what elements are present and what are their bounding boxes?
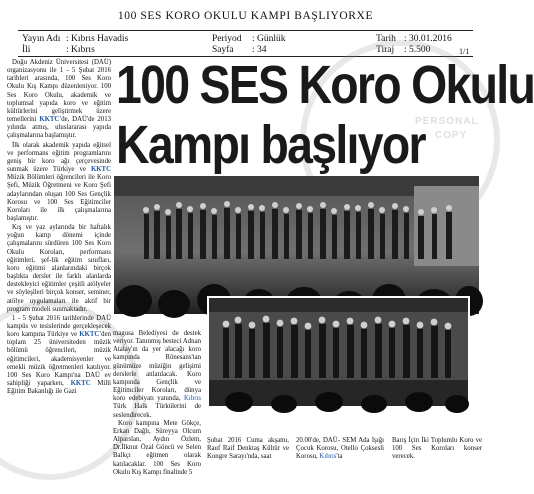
meta-publication-label: Yayın Adı [22,34,61,44]
kktc-highlight: KKTC [70,380,91,388]
article-text: İlk olarak akademik yapıda eğitsel ve performans eğitim programlarını geniş bir koro ağı çerçevesinde sunmak üzere Türkiye ve [7,141,111,174]
kibris-highlight: Kıbrıs [184,395,202,403]
choir-photo-inset-image [209,298,468,406]
meta-date-value: : 30.01.2016 [404,34,452,44]
article-column-middle [113,330,201,477]
article-text: Doğu Akdeniz Üniversitesi (DAÜ) organizasyonu ile 1 - 5 Şubat 2016 tarihleri arasında, 100 Ses Koro Okulu Kış Kampı düzenleniyor. 100 Ses Koro Okulu, akademik ve toplumsal yapıda koro ve eğitim kültürlerini geliştirmek üzere temellerini [7,59,111,124]
article-text: Şubat 2016 Cuma akşamı, Rauf Raif Denktaş Kültür ve Kongre Sarayı'nda, saat [207,437,289,461]
article-paragraph [7,59,111,141]
article-column-bottom-3 [392,437,482,461]
kktc-highlight: KKTC' [79,331,102,339]
choir-photo-main-image [114,176,479,314]
kktc-highlight: KKTC' [39,116,62,124]
article-text: Kış ve yaz aylarında bir haftalık yoğun kamp dönemi içinde çalışmalarını sürdüren 100 Ses Koro Okulu Koroları, performans eğitimleri, şef-lik eğitim sınıfları, koro eğitimi alanlarındaki birçok başlıkta dersler ile farklı alanlarda destekleyici eğitimler çeşitli atölyeler ve söyleşileri birçok konser, seminer, atölye uygulamaları ile aktif bir program modeli sunmaktadır. [7,224,111,313]
meta-period-label: Periyod [212,34,242,44]
article-text: Türk Halk Türkülerini de seslendirecek. [113,403,201,419]
meta-circulation-label: Tiraj [376,45,395,55]
headline-line-1: 100 SES Koro Okulu [116,55,534,115]
article-text: 1 - 5 Şubat 2016 tarihlerinde DAÜ kampüs ve tesislerinde gerçekleşecek koro kampına Türkiye ve [7,314,111,339]
meta-page-label: Sayfa [212,45,234,55]
article-column-bottom-2 [296,437,384,461]
article-text: den toplam 25 üniversiteden müzik bölümü öğrencileri, müzik eğitimcileri, akademisyenler ve emekli müzik öğretmenleri katılıyor. 100 Ses Koro Kampı'na DAÜ ev sahipliği yaparken, [7,331,111,388]
article-column-bottom-1 [207,437,289,461]
article-column-left [7,59,111,397]
header-rule-top [18,30,473,31]
article-text: Müzik Bölümleri öğrencileri ile Koro Şefi, Müzik Öğretmeni ve Koro Şefi adaylarından oluşan 100 Ses Gençlik Korosu ve 100 Ses Eğitimciler Koroları ile ilk çalışmalarına başlamıştır. [7,174,111,222]
clipping-header [0,0,491,32]
article-paragraph [7,224,111,314]
article-text: magusa Belediyesi de destek veriyor. Tanınmış besteci Adnan Atalay'ın da yer alacağı koro kampında Rönesans'tan günümüze müziğin gelişimi derslerle anlatılacak. Koro kampında Gençlik ve Eğitimciler Koroları, dünya koro edebiyatı yanında, [113,330,201,403]
meta-city-label: İli [22,45,31,55]
choir-photo-main [114,176,479,314]
article-text: de, DAÜ'de 2013 yılında atmış, uluslararası yapıda çalışmalarına başlamıştır. [7,116,111,140]
clipping-title: 100 SES KORO OKULU KAMPI BAŞLIYORXE [117,10,374,22]
kktc-highlight: KKTC [90,166,111,174]
article-text: 'ta [336,453,343,461]
article-text: Milli Eğitim Bakanlığı ile Gazi [7,380,112,396]
article-headline [116,55,534,176]
meta-period-value: : Günlük [252,34,286,44]
headline-line-2: Kampı başlıyor [116,115,425,175]
article-paragraph [113,420,201,477]
article-paragraph [7,315,111,397]
meta-circulation-value: : 5.500 [404,45,431,55]
choir-photo-inset [207,296,470,408]
watermark-text: PERSONAL [415,116,479,127]
meta-publication-value: : Kıbrıs Havadis [66,34,129,44]
kibris-highlight: Kıbrıs [319,453,337,461]
meta-city-value: : Kıbrıs [66,45,95,55]
watermark-text-2: COPY [435,130,468,141]
article-paragraph [113,330,201,420]
article-text: 20.00'de, DAÜ- SEM Ada Işığı Çocuk Korosu, Otello Çoksesli Korosu, [296,437,384,461]
article-text: Barış İçin İki Toplumlu Koro ve 100 Ses Koroları konser verecek. [392,437,482,461]
article-paragraph [7,142,111,224]
meta-date-label: Tarih [376,34,396,44]
meta-page-value: : 34 [252,45,267,55]
meta-city [22,44,95,56]
page-number: 1/1 [459,47,470,56]
article-text: Koro kampına Mete Gökçe, Erkan Dağlı, Süreyya Olcum Alparslan, Aydın Özlem, Dr.İlknur Özal Göncü ve Selen Balkçı eğitmen olarak katılacaklar. 100 Ses Koro Okulu Kış Kampı finalinde 5 [113,419,201,476]
